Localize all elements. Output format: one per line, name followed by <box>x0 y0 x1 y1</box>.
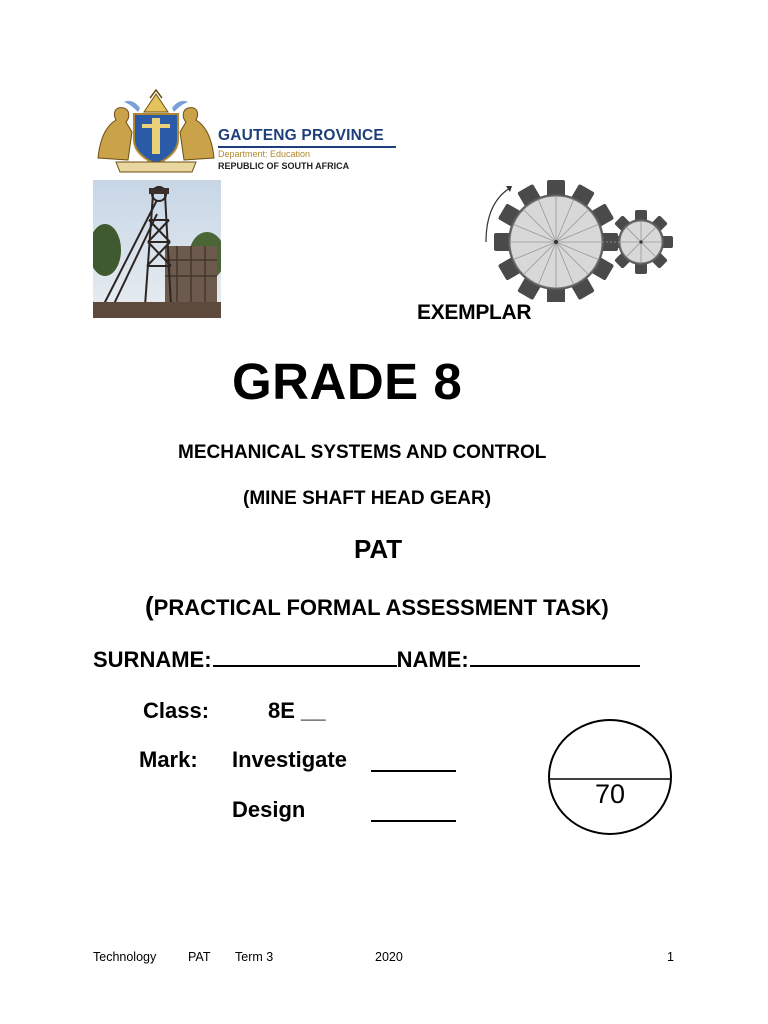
name-input-line[interactable] <box>470 665 640 667</box>
task-long-text: PRACTICAL FORMAL ASSESSMENT TASK) <box>153 595 609 620</box>
open-paren: ( <box>145 591 154 621</box>
task-short-title: PAT <box>354 534 403 564</box>
footer-subject: Technology <box>93 950 157 964</box>
score-entry-area[interactable] <box>547 736 673 776</box>
country-name: REPUBLIC OF SOUTH AFRICA <box>218 161 350 171</box>
grade-title: GRADE 8 <box>232 353 463 410</box>
province-name: GAUTENG PROVINCE <box>218 127 384 144</box>
exemplar-label: EXEMPLAR <box>417 301 532 324</box>
logo-divider <box>218 146 396 148</box>
investigate-mark-line[interactable] <box>371 770 456 772</box>
footer-task: PAT <box>188 950 211 964</box>
mine-headgear-photo <box>93 180 221 318</box>
investigate-label: Investigate <box>232 747 347 772</box>
department-name: Department: Education <box>218 149 311 159</box>
subject-title: MECHANICAL SYSTEMS AND CONTROL <box>178 442 547 463</box>
gear-mechanism-diagram <box>480 180 680 302</box>
footer-term: Term 3 <box>235 950 274 964</box>
footer-year: 2020 <box>375 950 403 964</box>
total-marks-value: 70 <box>594 779 626 809</box>
task-long-title <box>145 591 609 622</box>
topic-title: (MINE SHAFT HEAD GEAR) <box>243 488 492 509</box>
mark-label: Mark: <box>139 747 198 772</box>
class-value[interactable]: 8E __ <box>268 698 326 723</box>
class-label: Class: <box>143 698 210 723</box>
design-mark-line[interactable] <box>371 820 456 822</box>
surname-label: SURNAME: <box>93 647 212 672</box>
coat-of-arms-icon <box>94 88 218 174</box>
name-label: NAME: <box>396 647 469 672</box>
total-mark-circle <box>547 718 673 836</box>
surname-input-line[interactable] <box>213 665 397 667</box>
footer-page-number: 1 <box>667 950 674 964</box>
surname-name-row <box>93 647 640 673</box>
design-label: Design <box>232 797 306 822</box>
